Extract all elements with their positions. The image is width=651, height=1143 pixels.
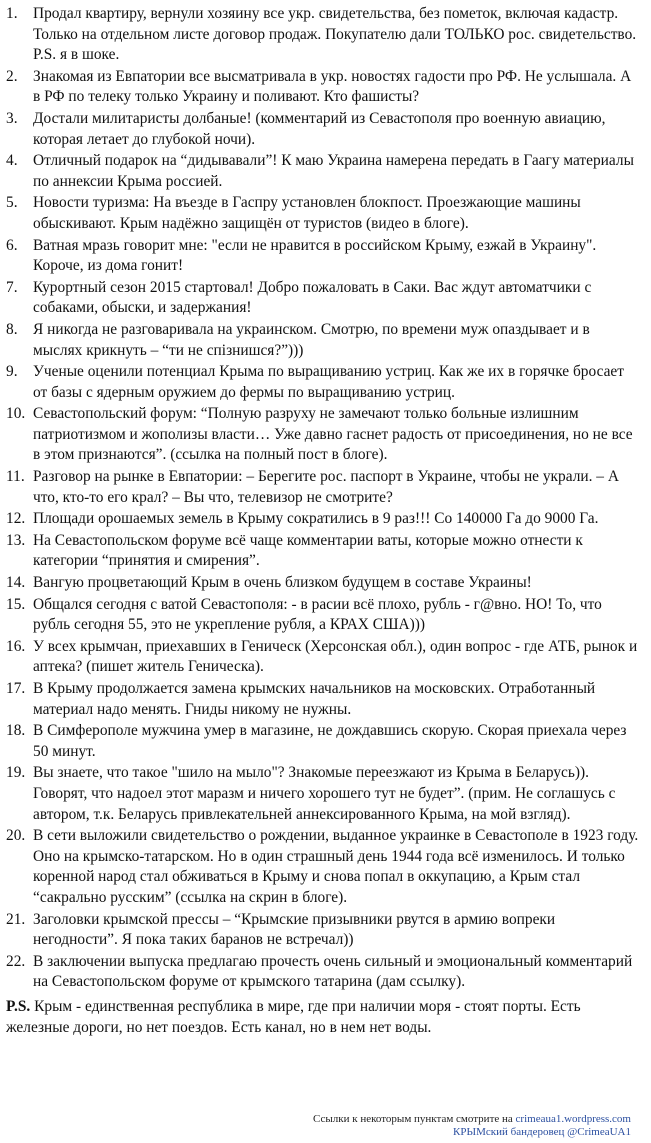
item-text: Я никогда не разговаривала на украинском. Смотрю, по времени муж опаздывает и в мыслях крикнуть – “ти не спізнишся?”))): [33, 320, 590, 359]
list-item: [6, 4, 641, 66]
item-text: На Севастопольском форуме всё чаще комментарии ваты, которые можно отнести к категории “принятия и смирения”.: [33, 531, 583, 570]
item-text: Курортный сезон 2015 стартовал! Добро пожаловать в Саки. Вас ждут автоматчики с собаками, обыски, и задержания!: [33, 278, 592, 317]
postscript: [6, 997, 641, 1038]
item-number: 22.: [6, 952, 26, 970]
list-item: [6, 193, 641, 234]
item-number: 18.: [6, 722, 26, 740]
item-number: 8.: [6, 320, 18, 338]
item-number: 5.: [6, 194, 18, 212]
list-item: [6, 362, 641, 403]
postscript-text: Крым - единственная республика в мире, где при наличии моря - стоят порты. Есть железные дороги, но нет поездов. Есть канал, но в нем нет воды.: [6, 997, 581, 1036]
item-text: Ватная мразь говорит мне: "если не нравится в российском Крыму, езжай в Украину". Короче, из дома гонит!: [33, 236, 597, 275]
item-number: 21.: [6, 910, 26, 928]
list-item: [6, 573, 641, 594]
footer-credit: КРЫМский бандеровец @CrimeaUA1: [453, 1126, 631, 1138]
item-text: Разговор на рынке в Евпатории: – Берегите рос. паспорт в Украине, чтобы не украли. – А что, кто-то его крал? – Вы что, телевизор не смотрите?: [33, 468, 619, 506]
item-text: У всех крымчан, приехавших в Геническ (Херсонская обл.), один вопрос - где АТБ, рынок и аптека? (пишет житель Геническа).: [33, 637, 638, 676]
item-number: 10.: [6, 405, 26, 423]
item-text: В Крыму продолжается замена крымских начальников на московских. Отработанный материал надо менять. Гниды никому не нужны.: [33, 680, 596, 718]
postscript-label: P.S.: [6, 997, 31, 1015]
item-number: 11.: [6, 468, 25, 486]
list-item: [6, 531, 641, 572]
list-item: [6, 236, 641, 277]
item-text: Отличный подарок на “дидывавали”! К маю Украина намерена передать в Гаагу материалы по аннексии Крыма россией.: [33, 152, 634, 190]
list-item: [6, 67, 641, 108]
item-number: 14.: [6, 574, 26, 592]
list-item: [6, 763, 641, 825]
item-number: 7.: [6, 278, 18, 296]
list-item: [6, 404, 641, 466]
list-item: [6, 952, 641, 993]
item-number: 4.: [6, 152, 18, 170]
footer-links-url[interactable]: crimeaua1.wordpress.com: [515, 1113, 631, 1125]
list-item: [6, 910, 641, 951]
item-number: 15.: [6, 595, 26, 613]
item-number: 17.: [6, 680, 26, 697]
item-text: Севастопольский форум: “Полную разруху не замечают только больные излишним патриотизмом и жополизы власти… Уже давно гаснет радость от присоединения, но не все в этом признаются”. (ссылка на полный пост в блоге).: [33, 405, 633, 464]
item-number: 1.: [6, 5, 18, 22]
item-text: Вы знаете, что такое "шило на мыло"? Знакомые переезжают из Крыма в Беларусь)). Говорят, что надоел этот маразм и ничего хорошего тут не будет”. (прим. Не соглашусь с автором, т.к. Беларусь привлекательней аннексированного Крыма, на мой взгляд).: [33, 764, 616, 823]
list-item: [6, 637, 641, 678]
list-item: [6, 467, 641, 508]
item-number: 13.: [6, 531, 26, 549]
list-item: [6, 109, 641, 150]
list-item: [6, 679, 641, 720]
list-item: [6, 151, 641, 192]
item-text: В заключении выпуска предлагаю прочесть очень сильный и эмоциональный комментарий на Севастопольском форуме от крымского татарина (дам ссылку).: [33, 952, 633, 991]
item-text: Площади орошаемых земель в Крыму сократились в 9 раз!!! Со 140000 Га до 9000 Га.: [33, 510, 599, 528]
list-item: [6, 826, 641, 908]
list-item: [6, 320, 641, 361]
item-text: Ученые оценили потенциал Крыма по выращиванию устриц. Как же их в горячке бросает от базы с ядерным оружием до фермы по выращиванию устриц.: [33, 363, 624, 401]
item-text: Новости туризма: На въезде в Гаспру установлен блокпост. Проезжающие машины обыскивают. Крым надёжно защищён от туристов (видео в блоге).: [33, 194, 581, 232]
item-number: 9.: [6, 363, 18, 381]
list-item: [6, 595, 641, 636]
footer-links-label: Ссылки к некоторым пунктам смотрите на: [313, 1113, 513, 1125]
item-number: 16.: [6, 637, 26, 655]
item-text: Продал квартиру, вернули хозяину все укр. свидетельства, без пометок, включая кадастр. Только на отдельном листе договор продаж. Покупателю дали ТОЛЬКО рос. свидетельство. P.S. я в шоке.: [33, 5, 637, 64]
item-text: Знакомая из Евпатории все высматривала в укр. новостях гадости про РФ. Не услышала. А в РФ по телеку только Украину и поливают. Кто фашисты?: [33, 67, 632, 106]
item-number: 6.: [6, 236, 18, 254]
item-number: 3.: [6, 109, 18, 127]
news-list: [6, 4, 641, 993]
item-text: Достали милитаристы долбаные! (комментарий из Севастополя про военную авиацию, которая летает до глубокой ночи).: [33, 109, 606, 148]
list-item: [6, 509, 641, 530]
item-number: 2.: [6, 67, 18, 85]
item-text: В Симферополе мужчина умер в магазине, не дождавшись скорую. Скорая приехала через 50 минут.: [33, 722, 627, 760]
item-text: В сети выложили свидетельство о рождении, выданное украинке в Севастополе в 1923 году. Оно на крымско-татарском. Но в один страшный день 1944 года всё изменилось. И только коренной народ стал обживаться в Крыму и снова попал в оккупацию, а Крым стал “сакрально русским” (ссылка на скрин в блоге).: [33, 827, 639, 906]
item-text: Заголовки крымской прессы – “Крымские призывники рвутся в армию вопреки негодности”. Я пока таких баранов не встречал)): [33, 910, 556, 949]
footer: [313, 1113, 631, 1139]
item-number: 12.: [6, 510, 26, 528]
list-item: [6, 278, 641, 319]
item-number: 19.: [6, 764, 26, 782]
item-text: Вангую процветающий Крым в очень близком будущем в составе Украины!: [33, 574, 532, 592]
list-item: [6, 721, 641, 762]
footer-links-line: [313, 1113, 631, 1126]
item-number: 20.: [6, 827, 26, 845]
item-text: Общался сегодня с ватой Севастополя: - в расии всё плохо, рубль - г@вно. НО! То, что рубль сегодня 55, это не укрепление рубля, а КРАХ США))): [33, 595, 602, 634]
